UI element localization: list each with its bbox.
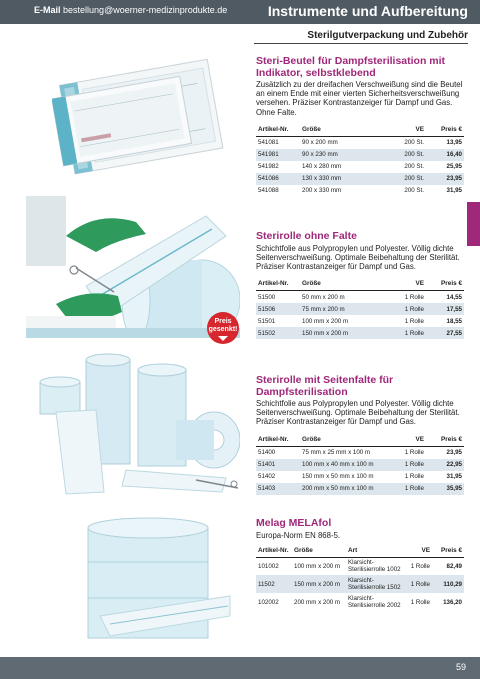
cell-size: 130 x 330 mm [300, 173, 381, 185]
section-title: Sterirolle ohne Falte [256, 230, 357, 242]
cell-art: 101002 [256, 557, 292, 575]
cell-ve: 200 St. [381, 185, 426, 197]
cell-ve: 1 Rolle [386, 291, 426, 304]
table-row [256, 483, 464, 495]
table-header-row [256, 434, 464, 447]
cell-art: 51400 [256, 446, 300, 459]
cell-art: 541982 [256, 161, 300, 173]
cell-size: 200 mm x 200 m [292, 593, 346, 611]
cell-art: 102002 [256, 593, 292, 611]
table-row [256, 575, 464, 593]
cell-size: 200 mm x 50 mm x 100 m [300, 483, 396, 495]
table-row [256, 173, 464, 185]
cell-size: 100 mm x 200 m [292, 557, 346, 575]
table-row [256, 136, 464, 149]
table-row [256, 471, 464, 483]
col-price: Preis € [426, 278, 464, 291]
cell-art: 51500 [256, 291, 300, 304]
col-ve: VE [386, 278, 426, 291]
cell-art: 51501 [256, 315, 300, 327]
cell-ve: 1 Rolle [396, 446, 426, 459]
price-table [256, 124, 464, 197]
cell-price: 110,29 [432, 575, 464, 593]
cell-ve: 200 St. [381, 161, 426, 173]
page-number: 59 [455, 662, 466, 672]
cell-ve: 200 St. [381, 149, 426, 161]
table-row [256, 315, 464, 327]
cell-art: 51402 [256, 471, 300, 483]
cell-price: 23,95 [426, 446, 464, 459]
cell-price: 17,55 [426, 303, 464, 315]
cell-ve: 1 Rolle [404, 593, 432, 611]
section-title: Sterirolle mit Seitenfalte für Dampfsterilisation [256, 374, 394, 398]
section-title: Melag MELAfol [256, 517, 332, 529]
cell-size: 150 mm x 200 m [292, 575, 346, 593]
col-ve: VE [404, 545, 432, 558]
cell-ve: 200 St. [381, 136, 426, 149]
col-art: Artikel-Nr. [256, 545, 292, 558]
col-price: Preis € [432, 545, 464, 558]
section-melag-melafol [256, 518, 464, 611]
price-table [256, 434, 464, 495]
subcategory-title: Sterilgutverpackung und Zubehör [307, 30, 468, 41]
cell-ve: 1 Rolle [386, 303, 426, 315]
cell-size: 140 x 280 mm [300, 161, 381, 173]
cell-price: 23,95 [426, 173, 464, 185]
col-art: Artikel-Nr. [256, 278, 300, 291]
section-title: Steri-Beutel für Dampfsterilisation mit Indikator, selbstklebend [256, 55, 446, 79]
cell-size: 75 mm x 200 m [300, 303, 386, 315]
cell-size: 200 x 330 mm [300, 185, 381, 197]
col-size: Größe [300, 434, 396, 447]
email-line[interactable] [34, 5, 227, 15]
col-ve: VE [396, 434, 426, 447]
section-description: Schichtfolie aus Polypropylen und Polyester. Völlig dichte Seitenverschweißung. Optimale Beibehaltung der Sterilität. Präziser Kontrastanzeiger für Dampf und Gas. [256, 243, 460, 271]
cell-price: 13,95 [426, 136, 464, 149]
table-header-row [256, 545, 464, 558]
price-table [256, 278, 464, 339]
table-row [256, 185, 464, 197]
cell-art: 51403 [256, 483, 300, 495]
table-row [256, 161, 464, 173]
cell-kind: Klarsicht-Sterilisierrolle 1502 [346, 575, 404, 593]
cell-art: 51506 [256, 303, 300, 315]
col-size: Größe [292, 545, 346, 558]
melafol-image [80, 512, 232, 642]
cell-ve: 1 Rolle [404, 557, 432, 575]
cell-ve: 1 Rolle [396, 483, 426, 495]
badge-line1: Preis [214, 318, 232, 325]
cell-price: 82,49 [432, 557, 464, 575]
col-size: Größe [300, 278, 386, 291]
col-size: Größe [300, 124, 381, 137]
cell-price: 27,55 [426, 327, 464, 339]
cell-price: 35,95 [426, 483, 464, 495]
table-row [256, 303, 464, 315]
cell-price: 18,55 [426, 315, 464, 327]
cell-art: 541088 [256, 185, 300, 197]
cell-size: 50 mm x 200 m [300, 291, 386, 304]
cell-size: 150 mm x 200 m [300, 327, 386, 339]
section-description: Zusätzlich zu der dreifachen Verschweißung sind die Beutel an einem Ende mit einer vierten Sicherheitsverschweißung versehen. Präziser Kontrastanzeiger für Dampf und Gas. Ohne Falte. [256, 80, 463, 117]
col-art: Artikel-Nr. [256, 434, 300, 447]
col-kind: Art [346, 545, 404, 558]
cell-art: 51401 [256, 459, 300, 471]
gusset-rolls-image [26, 352, 240, 500]
cell-kind: Klarsicht-Sterilisierrolle 1002 [346, 557, 404, 575]
cell-size: 75 mm x 25 mm x 100 m [300, 446, 396, 459]
price-reduced-badge [207, 312, 239, 344]
cell-ve: 1 Rolle [396, 471, 426, 483]
cell-price: 31,95 [426, 471, 464, 483]
email-address[interactable]: bestellung@woerner-medizinprodukte.de [63, 5, 228, 15]
section-sterirolle-seitenfalte [256, 375, 464, 495]
section-sterirolle-ohne-falte [256, 231, 464, 339]
cell-size: 150 mm x 50 mm x 100 m [300, 471, 396, 483]
table-row [256, 446, 464, 459]
category-title: Instrumente und Aufbereitung [267, 3, 468, 19]
cell-ve: 1 Rolle [386, 327, 426, 339]
footer-bar [0, 657, 480, 679]
cell-price: 136,20 [432, 593, 464, 611]
cell-art: 11502 [256, 575, 292, 593]
cell-ve: 1 Rolle [386, 315, 426, 327]
col-price: Preis € [426, 434, 464, 447]
cell-price: 22,95 [426, 459, 464, 471]
cell-art: 51502 [256, 327, 300, 339]
cell-ve: 1 Rolle [396, 459, 426, 471]
table-header-row [256, 124, 464, 137]
cell-art: 541086 [256, 173, 300, 185]
badge-line2: gesenkt! [208, 326, 238, 333]
table-row [256, 593, 464, 611]
table-row [256, 149, 464, 161]
cell-price: 14,55 [426, 291, 464, 304]
table-row [256, 459, 464, 471]
table-header-row [256, 278, 464, 291]
cell-size: 100 mm x 40 mm x 100 m [300, 459, 396, 471]
subcategory-rule [254, 43, 468, 44]
cell-price: 25,95 [426, 161, 464, 173]
cell-art: 541081 [256, 136, 300, 149]
price-table [256, 545, 464, 612]
cell-price: 31,95 [426, 185, 464, 197]
col-price: Preis € [426, 124, 464, 137]
section-description: Europa-Norm EN 868-5. [256, 530, 341, 540]
cell-ve: 1 Rolle [404, 575, 432, 593]
cell-size: 90 x 230 mm [300, 149, 381, 161]
col-art: Artikel-Nr. [256, 124, 300, 137]
cell-size: 90 x 200 mm [300, 136, 381, 149]
pouches-image [52, 54, 226, 178]
badge-arrow-icon [218, 336, 228, 341]
section-steri-beutel [256, 56, 464, 197]
email-label: E-Mail [34, 5, 61, 15]
cell-price: 16,40 [426, 149, 464, 161]
side-tab [467, 202, 480, 246]
col-ve: VE [381, 124, 426, 137]
cell-ve: 200 St. [381, 173, 426, 185]
table-row [256, 557, 464, 575]
header-bar [0, 0, 480, 24]
cell-size: 100 mm x 200 m [300, 315, 386, 327]
table-row [256, 327, 464, 339]
section-description: Schichtfolie aus Polypropylen und Polyester. Völlig dichte Seitenverschweißung. Optimale Beibehaltung der Sterilität. Präziser Kontrastanzeiger für Dampf und Gas. [256, 399, 460, 427]
cell-kind: Klarsicht-Sterilisierrolle 2002 [346, 593, 404, 611]
table-row [256, 291, 464, 304]
cell-art: 541981 [256, 149, 300, 161]
